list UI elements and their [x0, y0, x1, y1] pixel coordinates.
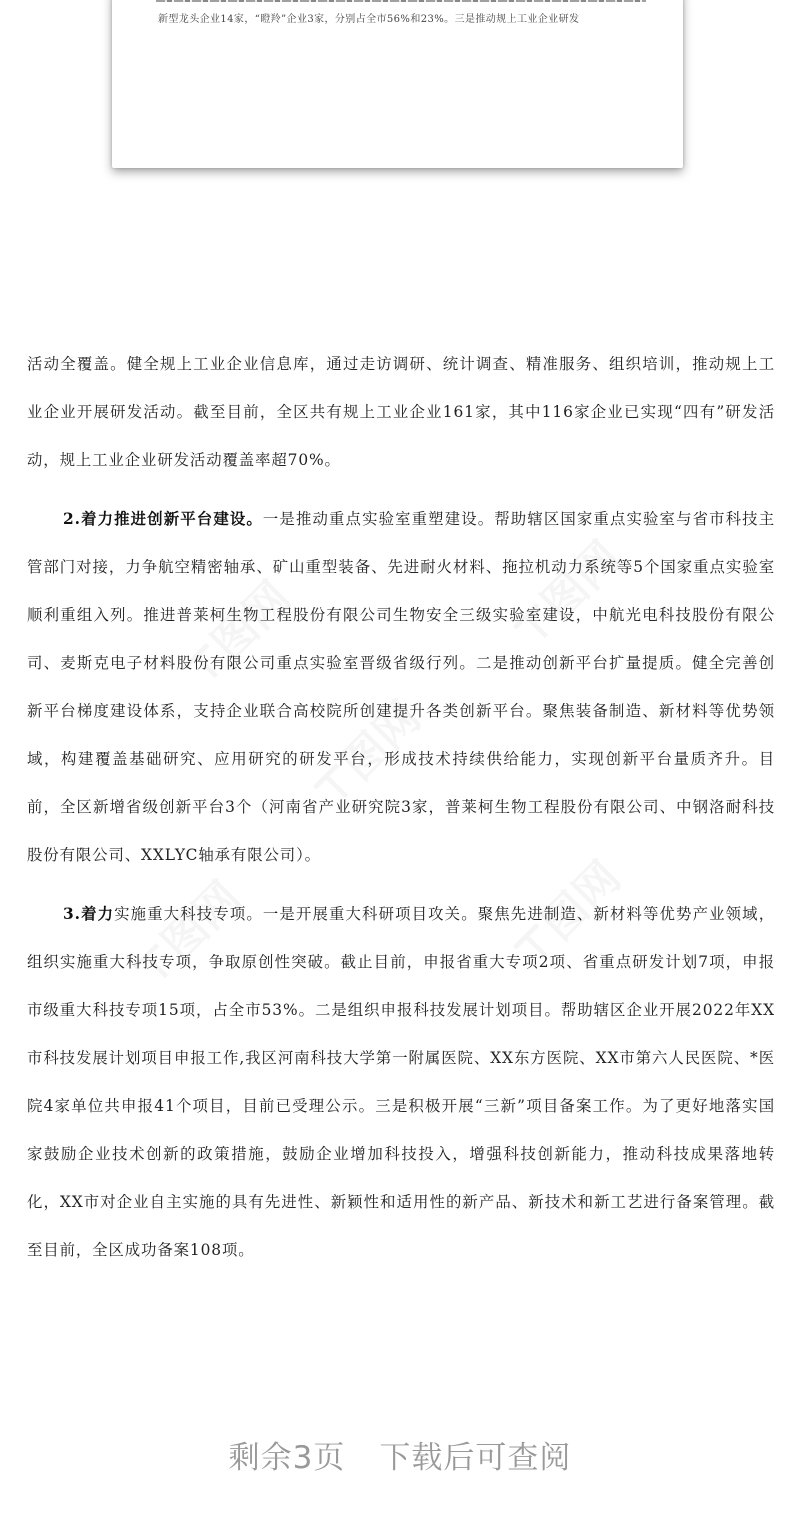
- paragraph-text: 一是推动重点实验室重塑建设。帮助辖区国家重点实验室与省市科技主管部门对接，力争航空精密轴承、矿山重型装备、先进耐火材料、拖拉机动力系统等5个国家重点实验室顺利重组入列。推进普莱柯生物工程股份有限公司生物安全三级实验室建设，中航光电科技股份有限公司、麦斯克电子材料股份有限公司重点实验室晋级省级行列。二是推动创新平台扩量提质。健全完善创新平台梯度建设体系，支持企业联合高校院所创建提升各类创新平台。聚焦装备制造、新材料等优势领域，构建覆盖基础研究、应用研究的研发平台，形成技术持续供给能力，实现创新平台量质齐升。目前，全区新增省级创新平台3个（河南省产业研究院3家，普莱柯生物工程股份有限公司、中钢洛耐科技股份有限公司、XXLYC轴承有限公司）。: [27, 510, 775, 864]
- preview-text-line: 新型龙头企业14家，“瞪羚”企业3家，分别占全市56%和23%。三是推动规上工业企业研发: [158, 14, 580, 25]
- document-body: [27, 340, 775, 1274]
- watermark-icon: ⊤图网: [503, 531, 631, 659]
- cropped-text-line: [156, 0, 646, 2]
- watermark-icon: ⊤图网: [123, 871, 251, 999]
- remaining-pages-label: 剩余3页: [228, 1440, 346, 1476]
- watermark-icon: ⊤图网: [303, 691, 431, 819]
- paragraph-text: 实施重大科技专项。一是开展重大科研项目攻关。聚焦先进制造、新材料等优势产业领域，组织实施重大科技专项，争取原创性突破。截止目前，申报省重大专项2项、省重点研发计划7项，申报市级重大科技专项15项，占全市53%。二是组织申报科技发展计划项目。帮助辖区企业开展2022年XX市科技发展计划项目申报工作,我区河南科技大学第一附属医院、XX东方医院、XX市第六人民医院、*医院4家单位共申报41个项目，目前已受理公示。三是积极开展“三新”项目备案工作。为了更好地落实国家鼓励企业技术创新的政策措施，鼓励企业增加科技投入，增强科技创新能力，推动科技成果落地转化，XX市对企业自主实施的具有先进性、新颖性和适用性的新产品、新技术和新工艺进行备案管理。截至目前，全区成功备案108项。: [27, 905, 775, 1259]
- download-to-view-label: 下载后可查阅: [379, 1440, 572, 1476]
- paragraph-major-projects: [27, 890, 775, 1274]
- watermark-icon: ⊤图网: [173, 571, 301, 699]
- paragraph-innovation-platform: [27, 495, 775, 879]
- paragraph-continuation: 活动全覆盖。健全规上工业企业信息库，通过走访调研、统计调查、精准服务、组织培训，推动规上工业企业开展研发活动。截至目前，全区共有规上工业企业161家，其中116家企业已实现“四有”研发活动，规上工业企业研发活动覆盖率超70%。: [27, 355, 775, 469]
- download-prompt[interactable]: [0, 1432, 800, 1477]
- page-preview-card[interactable]: [112, 0, 683, 168]
- watermark-icon: ⊤图网: [503, 851, 631, 979]
- section-heading-2: 2.着力推进创新平台建设。: [63, 510, 263, 528]
- section-heading-3: 3.着力: [63, 905, 115, 923]
